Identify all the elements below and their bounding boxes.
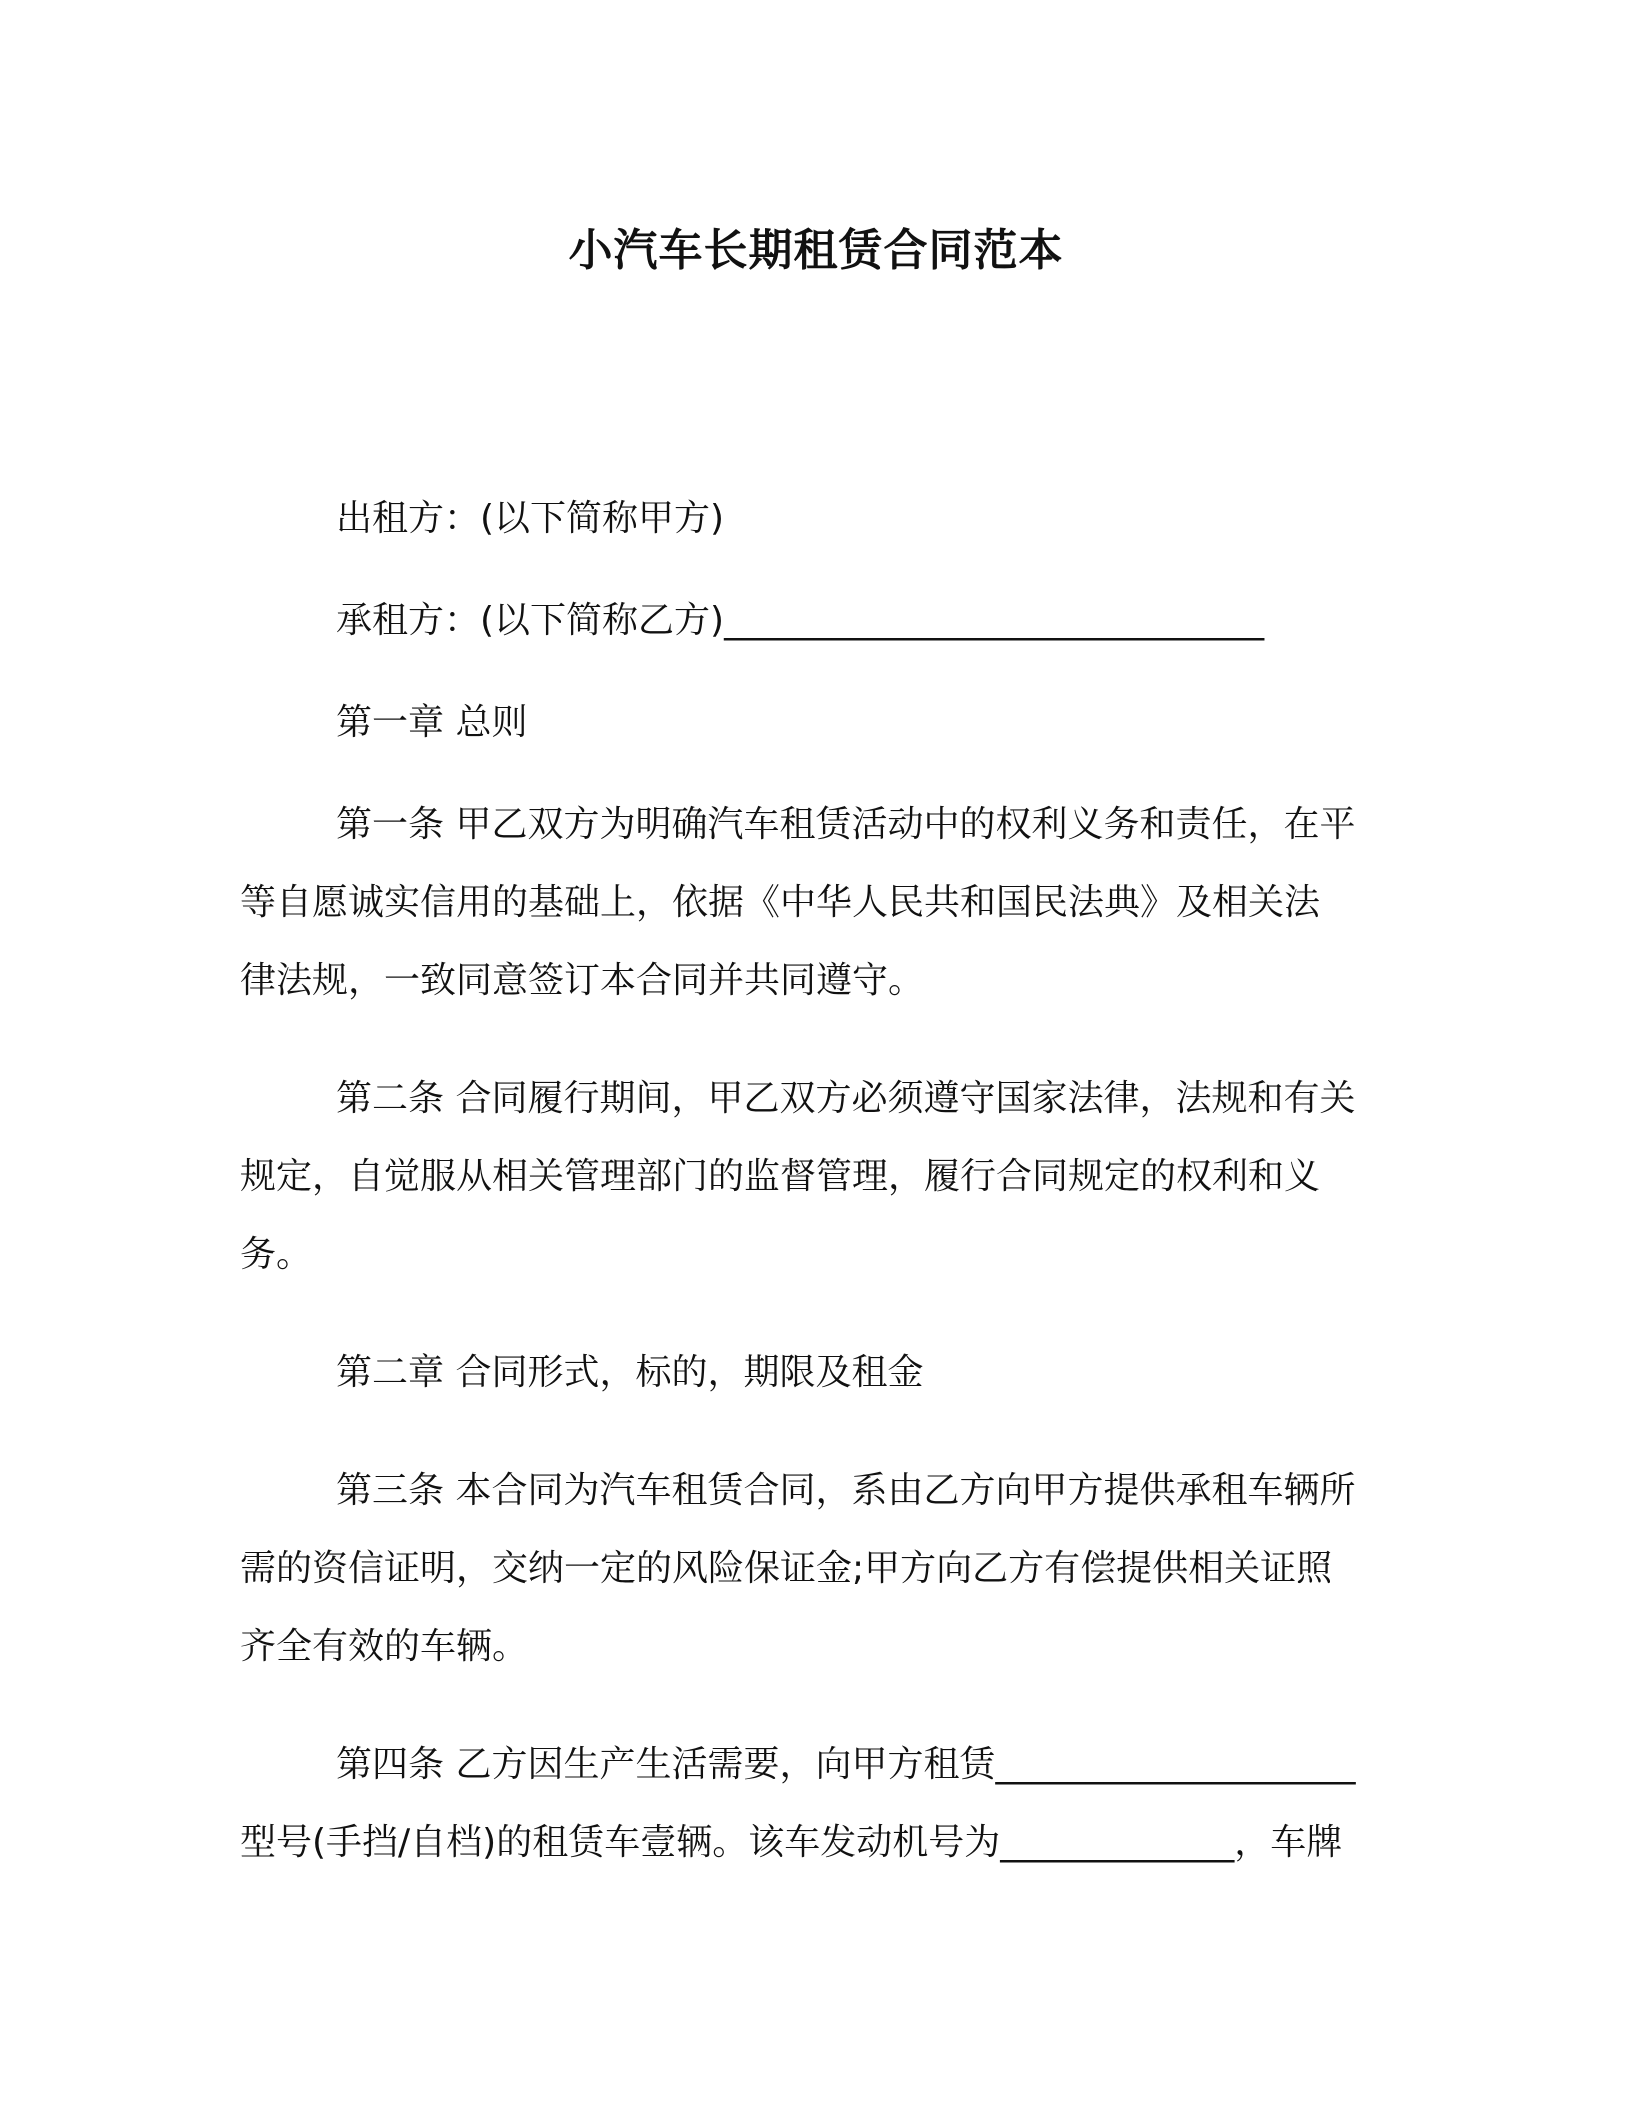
article-1-line-1: 第一条 甲乙双方为明确汽车租赁活动中的权利义务和责任，在平 bbox=[336, 804, 1356, 845]
article-3-line-3: 齐全有效的车辆。 bbox=[240, 1626, 529, 1667]
article-2-line-3: 务。 bbox=[240, 1234, 313, 1275]
chapter-heading: 第一章 总则 bbox=[336, 702, 528, 743]
document-body bbox=[240, 480, 1392, 1882]
article-2-line-1: 第二条 合同履行期间，甲乙双方必须遵守国家法律，法规和有关 bbox=[336, 1078, 1356, 1119]
document-title: 小汽车长期租赁合同范本 bbox=[568, 225, 1064, 276]
lessee-line: 承租方：(以下简称乙方)______________________________ bbox=[336, 600, 1265, 641]
lessor-line: 出租方：(以下简称甲方) bbox=[336, 498, 725, 539]
article-4-line-1: 第四条 乙方因生产生活需要，向甲方租赁____________________ bbox=[336, 1744, 1356, 1785]
chapter-heading: 第二章 合同形式，标的，期限及租金 bbox=[336, 1352, 924, 1393]
article-4-line-2: 型号(手挡/自档)的租赁车壹辆。该车发动机号为_____________，车牌 bbox=[240, 1822, 1343, 1863]
article-3-line-1: 第三条 本合同为汽车租赁合同，系由乙方向甲方提供承租车辆所 bbox=[336, 1470, 1356, 1511]
article-2-line-2: 规定，自觉服从相关管理部门的监督管理，履行合同规定的权利和义 bbox=[240, 1156, 1321, 1197]
article-3-line-2: 需的资信证明，交纳一定的风险保证金;甲方向乙方有偿提供相关证照 bbox=[240, 1548, 1333, 1589]
article-1-line-3: 律法规，一致同意签订本合同并共同遵守。 bbox=[240, 960, 925, 1001]
article-1-line-2: 等自愿诚实信用的基础上，依据《中华人民共和国民法典》及相关法 bbox=[240, 882, 1321, 923]
